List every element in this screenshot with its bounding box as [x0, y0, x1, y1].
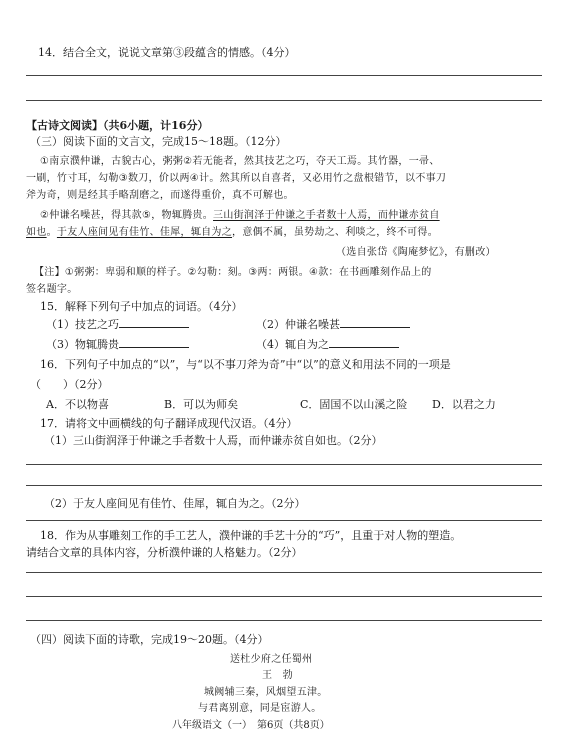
- passage-source: （选自张岱《陶庵梦忆》，有删改）: [336, 247, 496, 258]
- underlined-sentence: 三山街润泽于仲谦之手者数十人焉，而仲谦赤贫自: [213, 210, 440, 221]
- answer-blank[interactable]: [119, 318, 189, 328]
- section-heading: 【古诗文阅读】（共6小题，计16分）: [26, 119, 209, 132]
- q15-item: [256, 316, 410, 332]
- poem-title: 送杜少府之任蜀州: [230, 654, 313, 665]
- passage-line: [26, 223, 438, 238]
- passage-line: ①南京濮仲谦，古貌古心，粥粥②若无能者，然其技艺之巧，夺天工焉。其竹器，一帚、: [40, 156, 440, 167]
- answer-blank[interactable]: [329, 338, 399, 348]
- q15-item-label: （2）仲谦名噪甚: [256, 318, 340, 331]
- passage-text: ②仲谦名噪甚，得其款⑤，物辄腾贵。: [40, 210, 214, 221]
- question-14: 14．结合全文，说说文章第③段蕴含的情感。（4分）: [38, 46, 296, 59]
- answer-blank[interactable]: [119, 338, 189, 348]
- q15-item-label: （4）辄自为之: [256, 338, 329, 351]
- option-b: B．可以为师矣: [164, 398, 239, 411]
- q15-item: [256, 336, 399, 352]
- part4-intro: （四）阅读下面的诗歌，完成19～20题。（4分）: [30, 633, 269, 646]
- poem-author: 王 勃: [262, 670, 293, 681]
- option-c: C．固国不以山溪之险: [300, 398, 408, 411]
- notes-line: 签名题字。: [26, 284, 78, 295]
- q16-score: （ ）（2分）: [30, 378, 109, 391]
- q17-item: （1）三山街润泽于仲谦之手者数十人焉，而仲谦赤贫自如也。（2分）: [44, 434, 383, 447]
- underlined-sentence: 如也: [26, 227, 47, 238]
- q17-item: （2）于友人座间见有佳竹、佳犀，辄自为之。（2分）: [44, 497, 306, 510]
- answer-line: [26, 572, 542, 573]
- q15-item-label: （1）技艺之巧: [46, 318, 119, 331]
- answer-line: [26, 485, 542, 486]
- question-18-cont: 请结合文章的具体内容，分析濮仲谦的人格魅力。（2分）: [26, 546, 303, 559]
- answer-line: [26, 100, 542, 101]
- answer-blank[interactable]: [340, 318, 410, 328]
- passage-text: ，意偶不属，虽势劫之、利啖之，终不可得。: [232, 227, 439, 238]
- question-18: 18．作为从事雕刻工作的手工艺人，濮仲谦的手艺十分的“巧”，且重于对人物的塑造。: [40, 529, 462, 542]
- passage-line: 斧为奇，则是经其手略刮磨之，而遂得重价，真不可解也。: [26, 190, 294, 201]
- option-a: A．不以物喜: [46, 398, 109, 411]
- answer-line: [26, 464, 542, 465]
- option-d: D．以君之力: [432, 398, 496, 411]
- passage-line: [40, 206, 440, 221]
- notes-line: 【注】①粥粥：卑弱和顺的样子。②勾勒：刻。③两：两银。④款：在书画雕刻作品上的: [34, 267, 432, 278]
- answer-line: [26, 596, 542, 597]
- q15-item: [46, 316, 189, 332]
- passage-text: 。: [46, 227, 57, 238]
- poem-line: 城阙辅三秦，风烟望五津。: [204, 687, 328, 698]
- q15-item: [46, 336, 189, 352]
- underlined-sentence: 于友人座间见有佳竹、佳犀，辄自为之: [56, 227, 233, 238]
- question-17: 17．请将文中画横线的句子翻译成现代汉语。（4分）: [40, 417, 298, 430]
- poem-line: 与君离别意，同是宦游人。: [198, 703, 322, 714]
- question-15: 15．解释下列句子中加点的词语。（4分）: [40, 300, 243, 313]
- part3-intro: （三）阅读下面的文言文，完成15～18题。（12分）: [30, 135, 287, 148]
- page-footer: 八年级语文（一） 第6页（共8页）: [172, 720, 330, 731]
- answer-line: [26, 75, 542, 76]
- answer-line: [26, 620, 542, 621]
- passage-line: 一刷，竹寸耳，勾勒③数刀，价以两④计。然其所以自喜者，又必用竹之盘根错节，以不事刀: [26, 173, 447, 184]
- q15-item-label: （3）物辄腾贵: [46, 338, 119, 351]
- answer-line: [26, 520, 542, 521]
- question-16: 16．下列句子中加点的“以”，与“以不事刀斧为奇”中“以”的意义和用法不同的一项是: [40, 358, 451, 371]
